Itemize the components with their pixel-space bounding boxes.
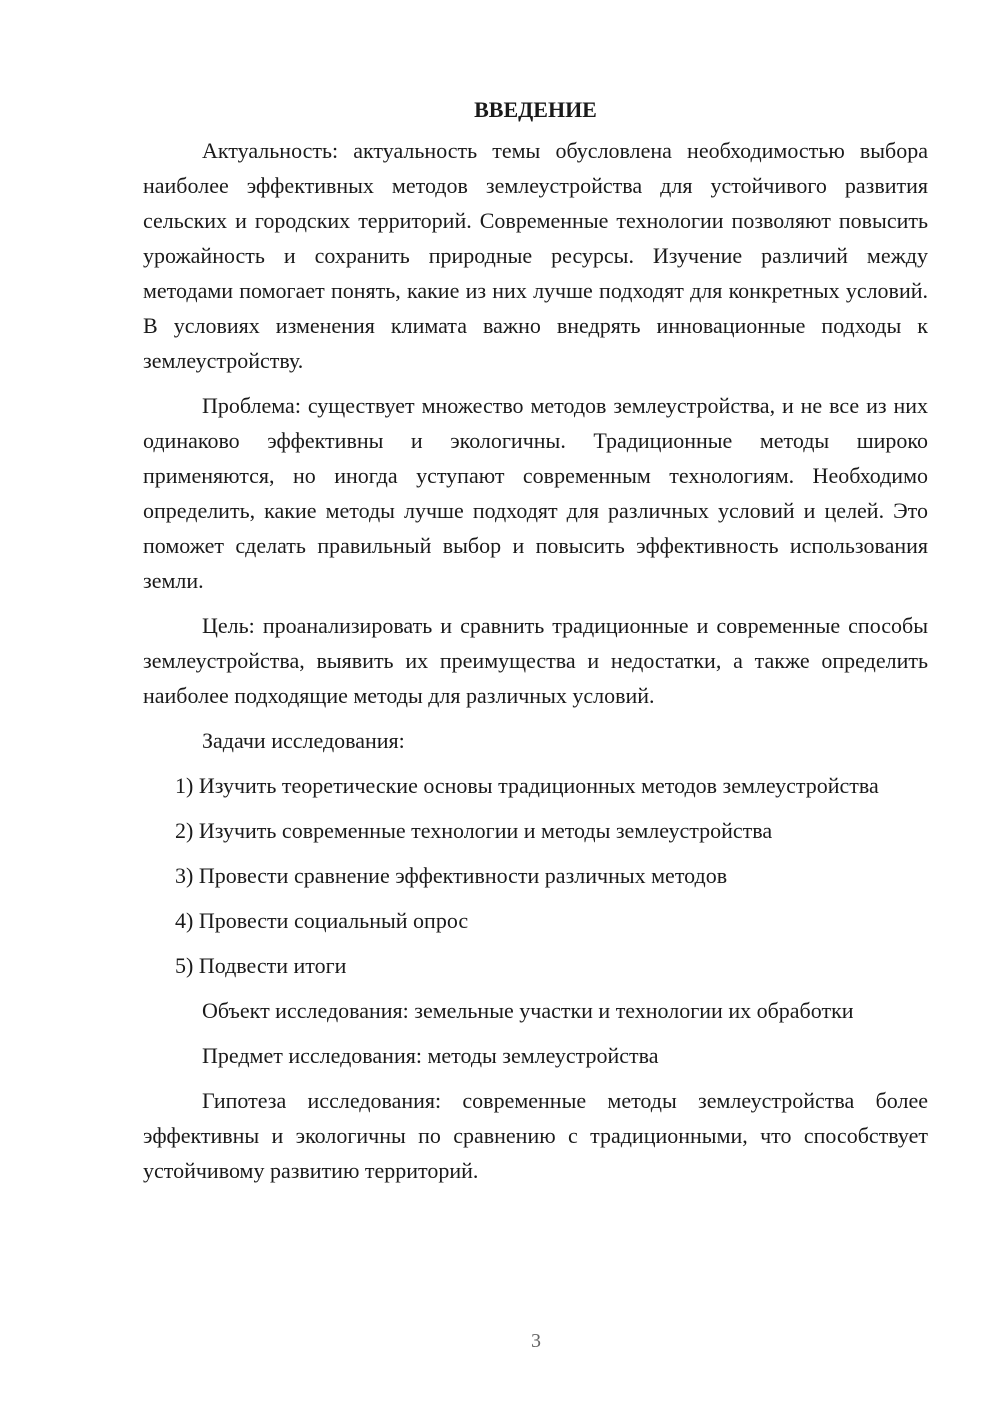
section-title: ВВЕДЕНИЕ — [474, 97, 597, 122]
paragraph-hypothesis: Гипотеза исследования: современные методы землеустройства более эффективны и экологичны по сравнению с традиционными, что способствует устойчивому развитию территорий. — [143, 1088, 928, 1183]
task-item-2: 2) Изучить современные технологии и методы землеустройства — [175, 818, 773, 843]
paragraph-goal: Цель: проанализировать и сравнить традиционные и современные способы землеустройства, выявить их преимущества и недостатки, а также определить наиболее подходящие методы для различных условий. — [143, 613, 928, 708]
paragraph-object: Объект исследования: земельные участки и технологии их обработки — [202, 998, 854, 1023]
task-item-3: 3) Провести сравнение эффективности различных методов — [175, 863, 728, 888]
task-item-5: 5) Подвести итоги — [175, 953, 347, 978]
paragraph-relevance: Актуальность: актуальность темы обусловлена необходимостью выбора наиболее эффективных методов землеустройства для устойчивого развития сельских и городских территорий. Современные технологии позволяют повысить урожайность и сохранить природные ресурсы. Изучение различий между методами помогает понять, какие из них лучше подходят для конкретных условий. В условиях изменения климата важно внедрять инновационные подходы к землеустройству. — [143, 138, 928, 373]
page-number: 3 — [531, 1330, 541, 1352]
paragraph-subject: Предмет исследования: методы землеустройства — [202, 1043, 659, 1068]
tasks-heading: Задачи исследования: — [202, 728, 405, 753]
paragraph-problem: Проблема: существует множество методов землеустройства, и не все из них одинаково эффективны и экологичны. Традиционные методы широко применяются, но иногда уступают современным технологиям. Необходимо определить, какие методы лучше подходят для различных условий и целей. Это поможет сделать правильный выбор и повысить эффективность использования земли. — [143, 393, 928, 593]
task-item-1: 1) Изучить теоретические основы традиционных методов землеустройства — [175, 773, 879, 798]
task-item-4: 4) Провести социальный опрос — [175, 908, 469, 933]
document-page — [143, 92, 928, 1198]
